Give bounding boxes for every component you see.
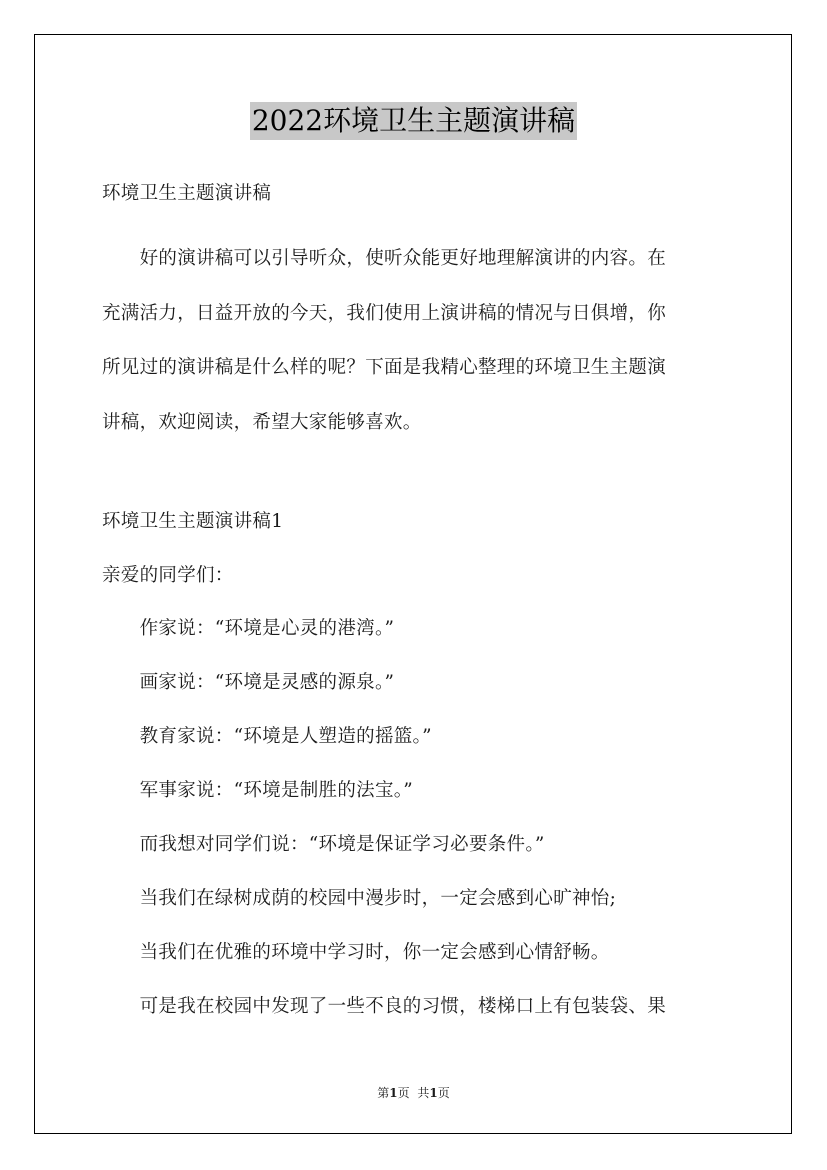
intro-line: 好的演讲稿可以引导听众，使听众能更好地理解演讲的内容。在	[102, 248, 667, 269]
body-line: 当我们在优雅的环境中学习时，你一定会感到心情舒畅。	[102, 942, 610, 963]
section-heading: 环境卫生主题演讲稿1	[102, 511, 284, 532]
salutation: 亲爱的同学们：	[102, 565, 234, 586]
intro-paragraph	[102, 232, 732, 450]
intro-line: 充满活力，日益开放的今天，我们使用上演讲稿的情况与日俱增，你	[102, 302, 667, 324]
page-prefix: 第	[377, 1086, 390, 1100]
body-line: 当我们在绿树成荫的校园中漫步时，一定会感到心旷神怡;	[102, 888, 617, 909]
page-suffix: 页	[397, 1086, 410, 1100]
intro-line: 讲稿，欢迎阅读，希望大家能够喜欢。	[102, 411, 422, 433]
body-line: 军事家说：“环境是制胜的法宝。”	[102, 780, 414, 801]
body-line: 作家说：“环境是心灵的港湾。”	[102, 618, 395, 639]
body-line: 而我想对同学们说：“环境是保证学习必要条件。”	[102, 834, 545, 855]
total-suffix: 页	[437, 1086, 450, 1100]
page-number: 1	[389, 1086, 398, 1100]
title-wrap	[0, 102, 827, 140]
body-line: 画家说：“环境是灵感的源泉。”	[102, 672, 395, 693]
total-prefix: 共	[417, 1086, 430, 1100]
body-line: 可是我在校园中发现了一些不良的习惯，楼梯口上有包装袋、果	[102, 996, 667, 1017]
document-title: 2022环境卫生主题演讲稿	[250, 102, 577, 140]
intro-line: 所见过的演讲稿是什么样的呢？下面是我精心整理的环境卫生主题演	[102, 357, 667, 378]
subtitle: 环境卫生主题演讲稿	[102, 183, 272, 204]
body-line: 教育家说：“环境是人塑造的摇篮。”	[102, 726, 432, 747]
page-footer	[0, 1084, 827, 1101]
total-pages: 1	[429, 1086, 438, 1100]
